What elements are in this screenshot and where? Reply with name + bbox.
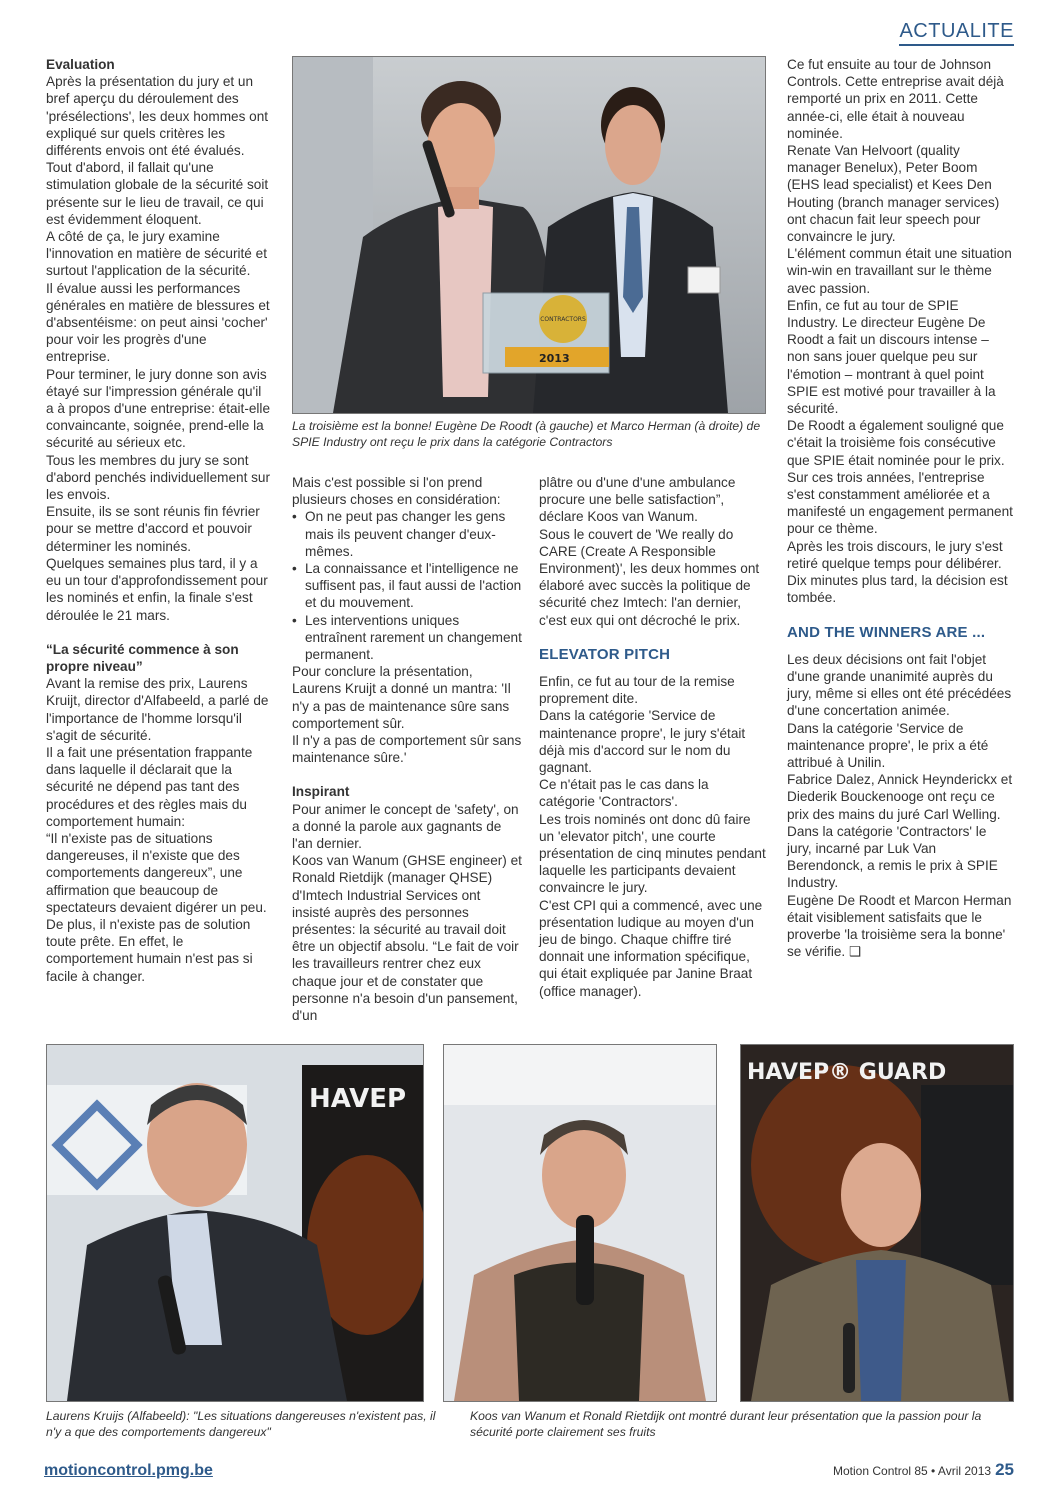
bottom-photo-right (740, 1044, 1014, 1402)
list-item: • Les interventions uniques entraînent rarement un changement permanent. (292, 612, 522, 664)
paragraph: L'élément commun était une situation win-win en travaillant sur le thème avec passion. (787, 246, 1012, 296)
paragraph: Dans la catégorie 'Service de maintenance propre', le jury s'était déjà mis d'accord sur le nom du gagnant. (539, 708, 746, 776)
footer-url[interactable]: motioncontrol.pmg.be (44, 1462, 213, 1479)
bottom-photo-middle (443, 1044, 717, 1402)
paragraph: Il évalue aussi les performances générales en matière de blessures et d'absentéisme: on peut ainsi 'cocher' pour voir les progrès d'une entreprise. (46, 280, 270, 365)
end-of-article-icon: ❑ (848, 944, 862, 960)
paragraph: plâtre ou d'une d'une ambulance procure une belle satisfaction”, déclare Koos van Wanum. (539, 475, 736, 525)
subheading-evaluation: Evaluation (46, 57, 115, 72)
issue-text: Motion Control 85 • Avril 2013 (833, 1464, 992, 1478)
subheading-elevator-pitch: ELEVATOR PITCH (539, 645, 671, 663)
paragraph: Dans la catégorie 'Contractors' le jury, incarné par Luk Van Berendonck, a remis le prix à SPIE Industry. (787, 823, 998, 891)
paragraph: De Roodt a également souligné que c'était la troisième fois consécutive que SPIE était nominée pour le prix. Sur ces trois années, l'entreprise s'est constamment améliorée et a manifesté un engagement permanent pour ce thème. (787, 418, 1013, 537)
banner-text-right: HAVEP® GUARD (747, 1060, 947, 1085)
top-photo (292, 56, 766, 414)
paragraph: “Il n'existe pas de situations dangereuses, il n'existe que des comportements dangereux”, une affirmation que beaucoup de spectateurs devaient digérer un peu. De plus, il n'existe pas de solution toute prête. En effet, le comportement humain n'est pas si facile à changer. (46, 830, 267, 984)
subheading-winners: AND THE WINNERS ARE ... (787, 623, 986, 641)
paragraph: Ensuite, ils se sont réunis fin février pour se mettre d'accord et pouvoir déterminer les nominés. (46, 504, 260, 554)
trophy-year: 2013 (539, 352, 570, 365)
column-3 (539, 474, 767, 1000)
paragraph-text: Eugène De Roodt et Marcon Herman était visiblement satisfaits que le proverbe 'la troisième sera la bonne' se vérifie. (787, 892, 1012, 960)
paragraph: Koos van Wanum (GHSE engineer) et Ronald Rietdijk (manager QHSE) d'Imtech Industrial Services ont insisté auprès des personnes présentes: la sécurité au travail doit être un objectif absolu. “Le fait de voir les travailleurs rentrer chez eux chaque jour et de constater que personne n'a besoin d'un pansement, d'un (292, 853, 522, 1024)
paragraph: Les trois nominés ont donc dû faire un 'elevator pitch', une courte présentation de cinq minutes pendant laquelle les participants devaient convaincre le jury. (539, 811, 766, 896)
paragraph: Tout d'abord, il fallait qu'une stimulation globale de la sécurité soit présente sur le lieu de travail, ce qui est évidemment éloquent. (46, 160, 269, 227)
column-2 (292, 474, 522, 1024)
award-ceremony-photo (293, 57, 765, 413)
top-photo-caption: La troisième est la bonne! Eugène De Roodt (à gauche) et Marco Herman (à droite) de SPIE Industry ont reçu le prix dans la catégorie Contractors (292, 419, 761, 449)
paragraph: Enfin, ce fut au tour de SPIE Industry. Le directeur Eugène De Roodt a fait un discours intense – non sans jouer quelque peu sur l'émotion – montrant à quel point SPIE est motivé pour travailler à la sécurité. (787, 297, 996, 417)
paragraph: A côté de ça, le jury examine l'innovation en matière de sécurité et surtout l'application de la sécurité. (46, 229, 267, 279)
page-number: 25 (995, 1460, 1014, 1479)
paragraph: Quelques semaines plus tard, il y a eu un tour d'approfondissement pour les nominés et enfin, la finale s'est déroulée le 21 mars. (46, 555, 268, 623)
speaker-photo-rietdijk (741, 1045, 1013, 1401)
list-item: • On ne peut pas changer les gens mais ils peuvent changer d'eux-mêmes. (292, 508, 522, 560)
paragraph (787, 892, 1013, 961)
paragraph: Après la présentation du jury et un bref aperçu du déroulement des 'présélections', les deux hommes ont expliqué sur quels critères les différents envois ont été évalués. (46, 74, 269, 159)
paragraph: Pour animer le concept de 'safety', on a donné la parole aux gagnants de l'an dernier. (292, 801, 519, 852)
banner-text-left: HAVEP (309, 1084, 407, 1114)
speaker-photo-kruijs (47, 1045, 423, 1401)
paragraph: Renate Van Helvoort (quality manager Benelux), Peter Boom (EHS lead specialist) et Kees Den Houting (branch manager services) ont chacun fait leur speech pour convaincre le jury. (787, 143, 1000, 245)
bottom-photo-left (46, 1044, 424, 1402)
paragraph: Il a fait une présentation frappante dans laquelle il déclarait que la sécurité ne dépend pas tant des procédures et des règles mais du comportement humain: (46, 744, 253, 829)
paragraph: Mais c'est possible si l'on prend plusieurs choses en considération: (292, 475, 501, 508)
section-label: ACTUALITE (899, 20, 1014, 46)
speaker-photo-van-wanum (444, 1045, 716, 1401)
column-1 (46, 56, 272, 985)
subheading-inspirant: Inspirant (292, 784, 350, 800)
paragraph: Il n'y a pas de comportement sûr sans maintenance sûre.' (292, 733, 522, 766)
bottom-right-caption: Koos van Wanum et Ronald Rietdijk ont montré durant leur présentation que la passion pour la sécurité porte clairement ses fruits (470, 1409, 982, 1439)
bullet-list (292, 508, 522, 663)
paragraph: Avant la remise des prix, Laurens Kruijt, director d'Alfabeeld, a parlé de l'importance de l'homme lorsqu'il s'agit de sécurité. (46, 676, 269, 743)
paragraph: Enfin, ce fut au tour de la remise proprement dite. (539, 674, 735, 707)
paragraph: Sous le couvert de 'We really do CARE (Create A Responsible Environment)', les deux hommes ont élaboré avec succès la politique de sécurité chez Imtech: l'an dernier, c'est eux qui ont décroché le prix. (539, 526, 760, 628)
subheading-securite: “La sécurité commence à son propre niveau” (46, 641, 239, 674)
paragraph: C'est CPI qui a commencé, avec une présentation ludique au moyen d'un jeu de bingo. Chaque chiffre tiré donnait une information spécifique, qui était expliquée par Janine Braat (office manager). (539, 897, 763, 999)
paragraph: Pour conclure la présentation, Laurens Kruijt a donné un mantra: 'Il n'y a pas de maintenance sûre sans comportement sûr. (292, 664, 511, 731)
footer-issue (833, 1460, 1014, 1480)
paragraph: Tous les membres du jury se sont d'abord penchés individuellement sur les envois. (46, 452, 271, 503)
paragraph: Les deux décisions ont fait l'objet d'une grande unanimité auprès du jury, même si elles ont été précédées d'une concertation animée. (787, 651, 1012, 719)
list-item: • La connaissance et l'intelligence ne suffisent pas, il faut aussi de l'action et du mouvement. (292, 560, 522, 612)
paragraph: Ce n'était pas le cas dans la catégorie 'Contractors'. (539, 777, 709, 810)
paragraph: Ce fut ensuite au tour de Johnson Controls. Cette entreprise avait déjà remporté un prix en 2011. Cette année-ci, elle était à nouveau nominée. (787, 57, 1004, 141)
paragraph: Pour terminer, le jury donne son avis étayé sur l'impression générale qu'il a à propos d'une entreprise: était-elle convaincante, soignée, prend-elle la sécurité au sérieux etc. (46, 366, 271, 451)
trophy-label-top: CONTRACTORS (540, 316, 586, 323)
column-4 (787, 56, 1013, 960)
paragraph: Fabrice Dalez, Annick Heynderickx et Diederik Bouckenooge ont reçu ce prix des mains du juré Carl Welling. (787, 772, 1013, 822)
paragraph: Dans la catégorie 'Service de maintenance propre', le prix a été attribué à Unilin. (787, 720, 989, 770)
bottom-left-caption: Laurens Kruijs (Alfabeeld): "Les situations dangereuses n'existent pas, il n'y a que des comportements dangereux" (46, 1409, 436, 1439)
paragraph: Après les trois discours, le jury s'est retiré quelque temps pour délibérer. Dix minutes plus tard, la décision est tombée. (787, 538, 1008, 606)
